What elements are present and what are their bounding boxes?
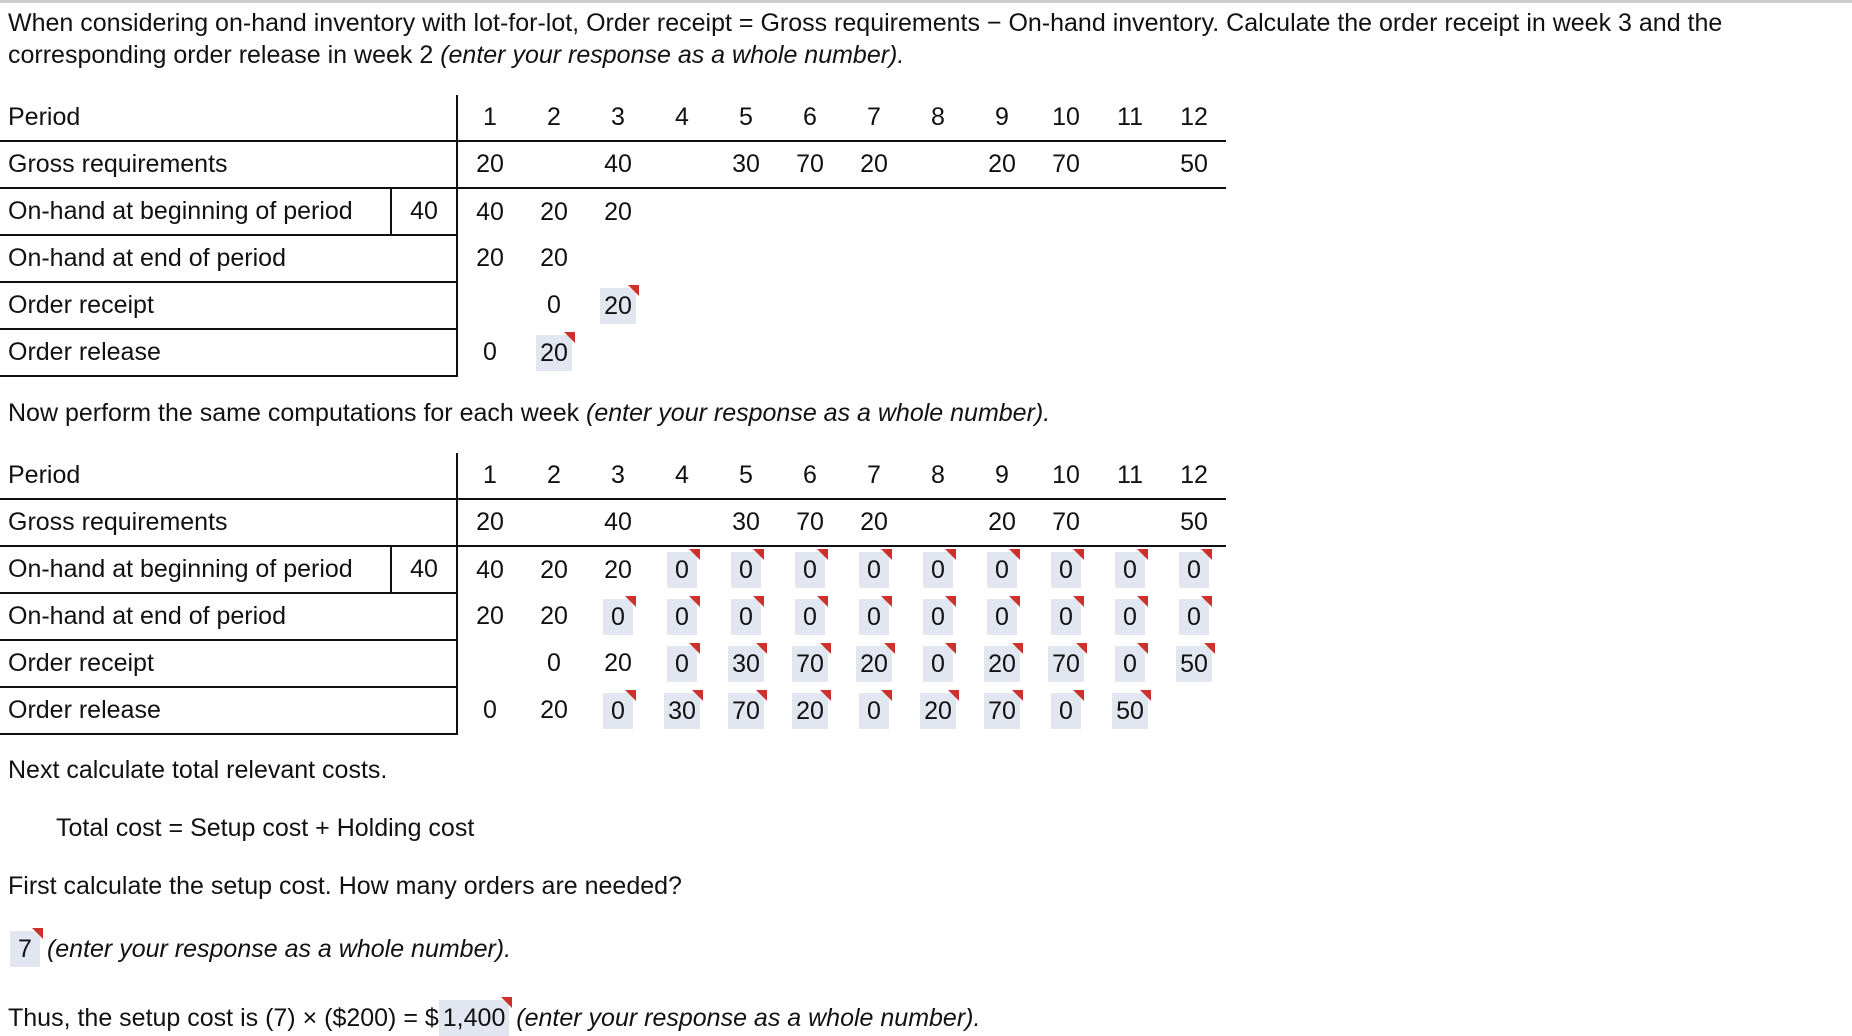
t2-onhand-begin-2: 20 [540,555,568,584]
t2-onhand-end-answer-7[interactable]: 0 [859,599,889,635]
period-1: 1 [457,95,522,141]
t2-onhand-end-cell-3 [586,593,650,640]
t2-release-answer-9[interactable]: 70 [984,693,1020,729]
t2-release-answer-7[interactable]: 0 [859,693,889,729]
t2-onhand-begin-3: 20 [604,555,632,584]
t2-onhand-end-answer-11[interactable]: 0 [1115,599,1145,635]
t2-onhand-begin-cell-7 [842,546,906,593]
orders-answer[interactable]: 7 [10,931,40,967]
t2-onhand-end-cell-10 [1034,593,1098,640]
t2-periods-12: 12 [1162,453,1226,499]
period-10: 10 [1034,95,1098,141]
onhand-begin-1: 40 [457,188,522,235]
t2-onhand-begin-answer-7[interactable]: 0 [859,552,889,588]
period-9: 9 [970,95,1034,141]
t2-onhand-end-cell-6 [778,593,842,640]
t2-onhand-begin-answer-9[interactable]: 0 [987,552,1017,588]
t2-gross-2 [522,499,586,546]
setup-question: First calculate the setup cost. How many orders are needed? [8,872,682,900]
mrp-table-2 [0,453,1226,735]
t2-onhand-end-answer-4[interactable]: 0 [667,599,697,635]
receipt-2: 0 [547,291,561,319]
gross-7: 20 [842,141,906,188]
t2-release-cell-6 [778,687,842,734]
intro-line-2-text: corresponding order release in week 2 [8,41,434,69]
t2-receipt-answer-5[interactable]: 30 [728,646,764,682]
gross-label: Gross requirements [0,141,457,188]
t2-gross-8 [906,499,970,546]
period-6: 6 [778,95,842,141]
gross-2 [522,141,586,188]
t2-release-answer-4[interactable]: 30 [664,693,700,729]
t2-onhand-begin-cell-11 [1098,546,1162,593]
onhand-begin-3: 20 [604,197,632,226]
t2-gross-6: 70 [778,499,842,546]
period-label: Period [0,95,457,141]
t2-periods-2: 2 [522,453,586,499]
t2-onhand-begin-cell-9 [970,546,1034,593]
t2-onhand-begin-cell-6 [778,546,842,593]
t2-periods-9: 9 [970,453,1034,499]
t2-receipt-answer-8[interactable]: 0 [923,646,953,682]
receipt-week3-answer[interactable]: 20 [600,288,636,324]
t2-onhand-end-answer-9[interactable]: 0 [987,599,1017,635]
t2-gross-3: 40 [586,499,650,546]
t2-gross-row [0,499,1226,546]
t2-receipt-1 [457,640,522,687]
total-cost-formula: Total cost = Setup cost + Holding cost [56,814,475,842]
top-divider [0,0,1852,3]
t2-receipt-cell-4 [650,640,714,687]
period-7: 7 [842,95,906,141]
t2-receipt-cell-11 [1098,640,1162,687]
t2-onhand-end-cell-12 [1162,593,1226,640]
receipt-row [0,282,1226,329]
receipt-1 [457,282,522,329]
t2-periods-6: 6 [778,453,842,499]
gross-1: 20 [457,141,522,188]
t2-periods-1: 1 [457,453,522,499]
t2-onhand-end-2: 20 [540,602,568,630]
t2-onhand-begin-answer-11[interactable]: 0 [1115,552,1145,588]
t2-periods-5: 5 [714,453,778,499]
t2-receipt-cell-7 [842,640,906,687]
gross-6: 70 [778,141,842,188]
gross-5: 30 [714,141,778,188]
receipt-label: Order receipt [0,282,457,329]
gross-4 [650,141,714,188]
setup-cost-prefix: Thus, the setup cost is (7) × ($200) = $ [8,1004,439,1032]
gross-9: 20 [970,141,1034,188]
setup-cost-answer[interactable]: 1,400 [439,1000,510,1036]
t2-release-cell-11 [1098,687,1162,734]
release-label: Order release [0,329,457,376]
onhand-begin-empty [650,188,1226,235]
release-1: 0 [457,329,522,376]
period-8: 8 [906,95,970,141]
onhand-end-row [0,235,1226,282]
t2-periods-7: 7 [842,453,906,499]
t2-receipt-label: Order receipt [0,640,457,687]
orders-hint: (enter your response as a whole number). [46,935,512,963]
t2-release-cell-3 [586,687,650,734]
t2-receipt-answer-12[interactable]: 50 [1176,646,1212,682]
t2-onhand-end-cell-8 [906,593,970,640]
t2-release-12 [1162,687,1226,734]
t2-onhand-end-answer-12[interactable]: 0 [1179,599,1209,635]
t2-receipt-answer-6[interactable]: 70 [792,646,828,682]
next-costs-text: Next calculate total relevant costs. [8,756,388,784]
t2-release-answer-10[interactable]: 0 [1051,693,1081,729]
t2-onhand-end-1: 20 [457,593,522,640]
orders-line [10,931,511,967]
t2-gross-11 [1098,499,1162,546]
t2-periods-8: 8 [906,453,970,499]
t2-onhand-begin-row [0,546,1226,593]
t2-initial-onhand: 40 [391,546,457,593]
t2-onhand-end-label: On-hand at end of period [0,593,457,640]
t2-receipt-answer-9[interactable]: 20 [984,646,1020,682]
period-12: 12 [1162,95,1226,141]
t2-onhand-begin-cell-5 [714,546,778,593]
t2-receipt-2: 0 [547,649,561,677]
t2-receipt-answer-11[interactable]: 0 [1115,646,1145,682]
period-row [0,95,1226,141]
t2-release-answer-3[interactable]: 0 [603,693,633,729]
period-3: 3 [586,95,650,141]
t2-release-cell-10 [1034,687,1098,734]
t2-release-cell-5 [714,687,778,734]
gross-11 [1098,141,1162,188]
t2-onhand-begin-1: 40 [457,546,522,593]
release-week2-answer[interactable]: 20 [536,335,572,371]
t2-receipt-cell-6 [778,640,842,687]
t2-receipt-cell-9 [970,640,1034,687]
t2-onhand-end-answer-5[interactable]: 0 [731,599,761,635]
onhand-begin-label: On-hand at beginning of period [0,188,391,235]
t2-onhand-end-cell-11 [1098,593,1162,640]
t2-gross-12: 50 [1162,499,1226,546]
t2-onhand-begin-cell-10 [1034,546,1098,593]
t2-onhand-end-cell-9 [970,593,1034,640]
t2-onhand-end-answer-6[interactable]: 0 [795,599,825,635]
t2-periods-10: 10 [1034,453,1098,499]
initial-onhand: 40 [391,188,457,235]
period-11: 11 [1098,95,1162,141]
t2-release-cell-8 [906,687,970,734]
t2-onhand-begin-answer-8[interactable]: 0 [923,552,953,588]
t2-onhand-begin-cell-8 [906,546,970,593]
t2-periods-4: 4 [650,453,714,499]
gross-10: 70 [1034,141,1098,188]
t2-onhand-end-answer-10[interactable]: 0 [1051,599,1081,635]
t2-release-label: Order release [0,687,457,734]
gross-12: 50 [1162,141,1226,188]
intro-hint: (enter your response as a whole number). [440,41,905,69]
t2-release-cell-9 [970,687,1034,734]
receipt-3-cell [586,282,650,329]
t2-onhand-end-cell-7 [842,593,906,640]
receipt-empty [650,282,1226,329]
t2-receipt-row [0,640,1226,687]
onhand-end-label: On-hand at end of period [0,235,457,282]
period-4: 4 [650,95,714,141]
t2-release-answer-11[interactable]: 50 [1112,693,1148,729]
t2-onhand-begin-answer-10[interactable]: 0 [1051,552,1081,588]
t2-receipt-answer-10[interactable]: 70 [1048,646,1084,682]
t2-gross-10: 70 [1034,499,1098,546]
t2-periods-3: 3 [586,453,650,499]
t2-periods-label: Period [0,453,457,499]
t2-onhand-end-answer-8[interactable]: 0 [923,599,953,635]
t2-onhand-begin-label: On-hand at beginning of period [0,546,391,593]
t2-release-cell-4 [650,687,714,734]
t2-gross-9: 20 [970,499,1034,546]
gross-8 [906,141,970,188]
setup-cost-hint: (enter your response as a whole number). [516,1004,981,1032]
release-row [0,329,1226,376]
t2-receipt-answer-4[interactable]: 0 [667,646,697,682]
t2-onhand-end-cell-4 [650,593,714,640]
t2-onhand-begin-answer-5[interactable]: 0 [731,552,761,588]
gross-row [0,141,1226,188]
t2-gross-label: Gross requirements [0,499,457,546]
release-2-cell [522,329,586,376]
onhand-begin-row [0,188,1226,235]
t2-release-answer-8[interactable]: 20 [920,693,956,729]
t2-gross-7: 20 [842,499,906,546]
release-empty [586,329,1226,376]
t2-release-answer-6[interactable]: 20 [792,693,828,729]
onhand-end-empty [586,235,1226,282]
t2-release-row [0,687,1226,734]
onhand-begin-2: 20 [540,197,568,226]
t2-onhand-begin-cell-4 [650,546,714,593]
t2-gross-1: 20 [457,499,522,546]
onhand-end-2: 20 [540,244,568,272]
intro-line-2 [8,39,904,71]
onhand-end-1: 20 [457,235,522,282]
t2-receipt-3: 20 [604,649,632,677]
t2-release-1: 0 [457,687,522,734]
t2-gross-5: 30 [714,499,778,546]
t2-receipt-cell-12 [1162,640,1226,687]
period-5: 5 [714,95,778,141]
section2-prompt [8,397,1050,429]
mrp-table-1 [0,95,1226,377]
t2-onhand-begin-cell-12 [1162,546,1226,593]
t2-onhand-begin-answer-4[interactable]: 0 [667,552,697,588]
t2-release-2: 20 [540,696,568,724]
t2-periods-11: 11 [1098,453,1162,499]
t2-onhand-end-answer-3[interactable]: 0 [603,599,633,635]
t2-release-cell-7 [842,687,906,734]
intro-line-1: When considering on-hand inventory with lot-for-lot, Order receipt = Gross requirements − On-hand inventory. Calculate the order receipt in week 3 and the [8,9,1723,37]
section2-prompt-text: Now perform the same computations for each week [8,399,580,427]
t2-receipt-cell-8 [906,640,970,687]
t2-onhand-begin-answer-6[interactable]: 0 [795,552,825,588]
setup-cost-line [8,1000,980,1036]
section2-hint: (enter your response as a whole number). [586,399,1051,427]
t2-onhand-end-cell-5 [714,593,778,640]
t2-receipt-cell-10 [1034,640,1098,687]
t2-release-answer-5[interactable]: 70 [728,693,764,729]
t2-onhand-end-row [0,593,1226,640]
t2-receipt-answer-7[interactable]: 20 [856,646,892,682]
t2-onhand-begin-answer-12[interactable]: 0 [1179,552,1209,588]
t2-receipt-cell-5 [714,640,778,687]
t2-periods-row [0,453,1226,499]
gross-3: 40 [586,141,650,188]
t2-gross-4 [650,499,714,546]
period-2: 2 [522,95,586,141]
